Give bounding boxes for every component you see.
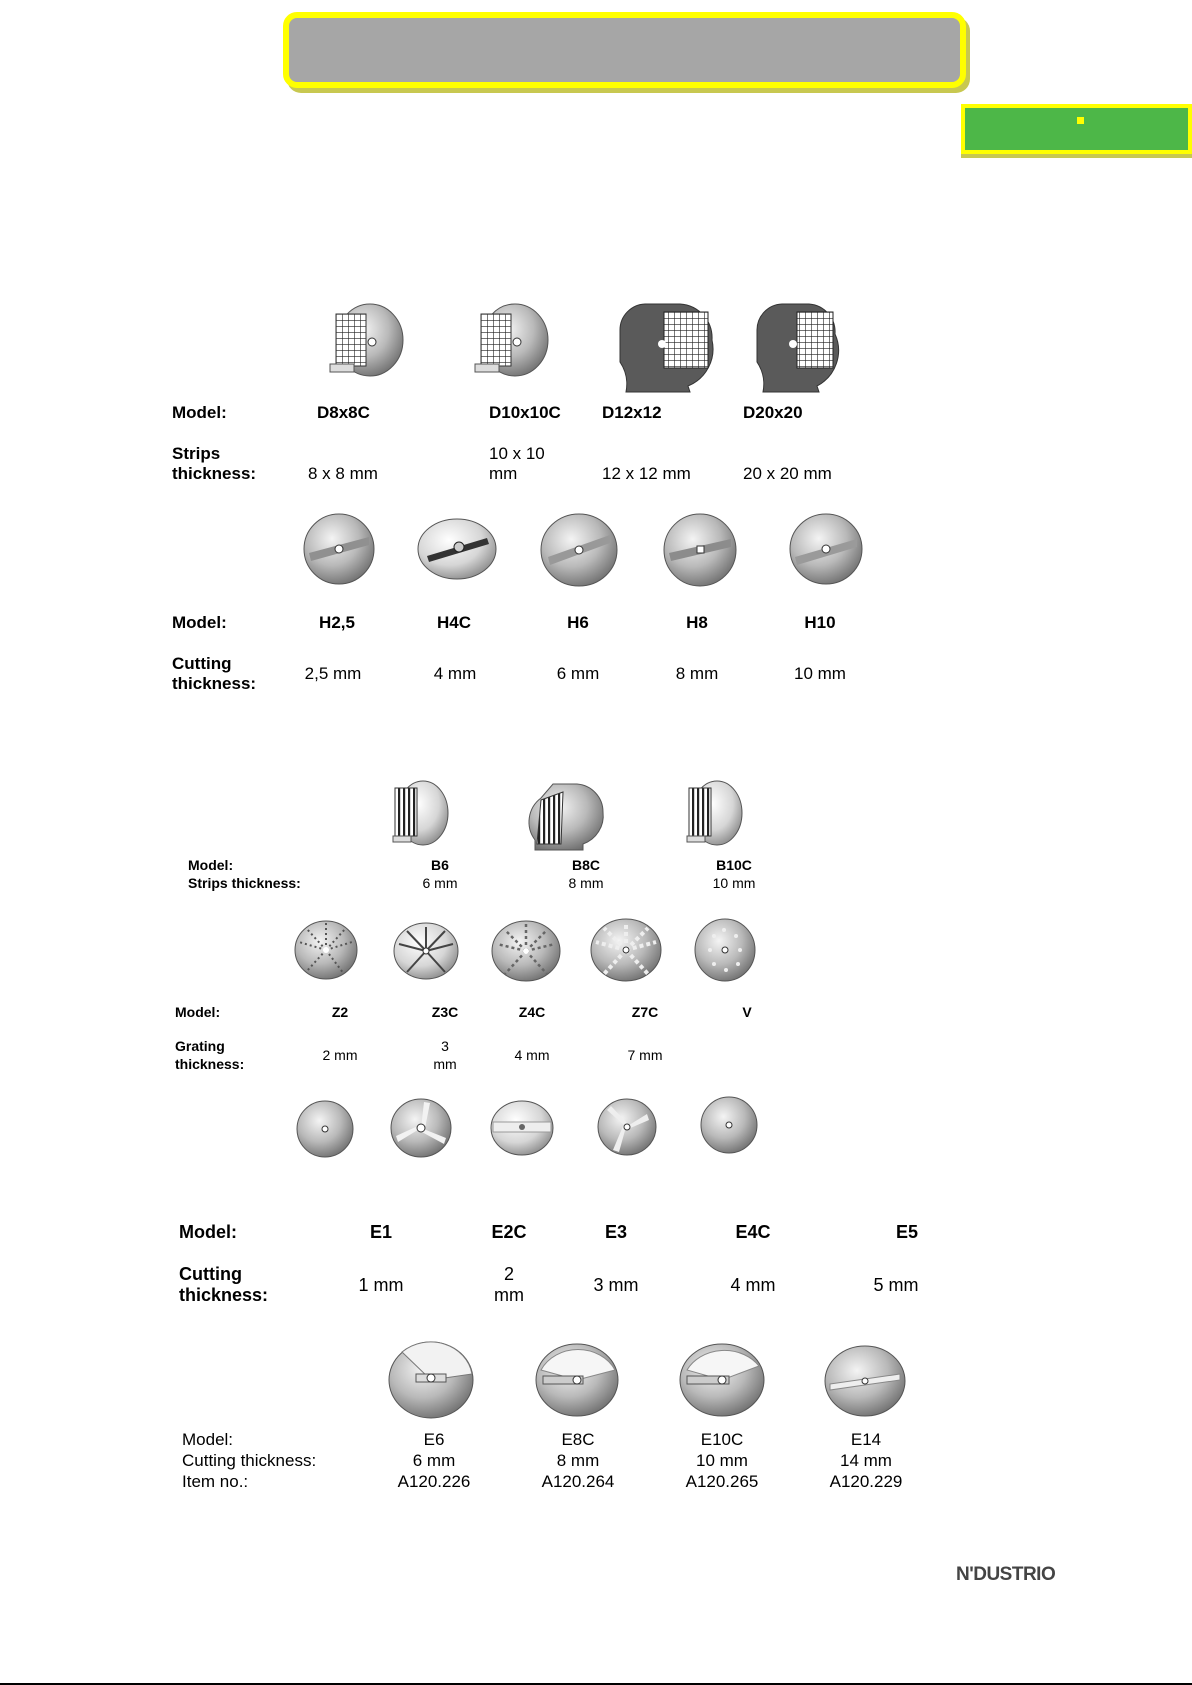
s1-thick-label-2: thickness:	[172, 464, 257, 483]
s4-thick-label-2: thickness:	[175, 1056, 245, 1072]
s1-thick-d8x8c: 8 x 8 mm	[308, 464, 378, 483]
s3-model-b6: B6	[431, 857, 449, 873]
s3-thick-b8c: 8 mm	[568, 875, 604, 891]
s1-model-label: Model:	[172, 403, 227, 422]
s5-model-e4c: E4C	[735, 1222, 771, 1242]
s4-thick-z3c-2: mm	[433, 1056, 457, 1072]
disc-b10c-image	[687, 780, 743, 848]
s2-model-h2-5: H2,5	[319, 613, 355, 632]
s2-model-h6: H6	[567, 613, 589, 632]
s3-thick-b6: 6 mm	[422, 875, 458, 891]
disc-b8c-image	[533, 780, 605, 852]
s6-thick-e10c: 10 mm	[696, 1451, 748, 1470]
disc-h10-image	[789, 513, 863, 585]
s6-item-e10c: A120.265	[685, 1472, 759, 1491]
s3-model-b8c: B8C	[571, 857, 601, 873]
s6-model-e8c: E8C	[561, 1430, 595, 1449]
disc-e1-image	[296, 1100, 354, 1158]
disc-e4c-image	[597, 1098, 657, 1156]
s6-item-e8c: A120.264	[541, 1472, 615, 1491]
disc-h2-5-image	[303, 513, 375, 585]
s2-thick-h2-5: 2,5 mm	[304, 664, 362, 683]
disc-z4c-image	[491, 920, 561, 982]
s1-model-d20x20: D20x20	[743, 403, 803, 422]
s6-item-e14: A120.229	[829, 1472, 903, 1491]
s1-model-d8x8c: D8x8C	[317, 403, 370, 422]
s3-model-label: Model:	[188, 857, 234, 873]
disc-h8-image	[663, 513, 737, 587]
s5-model-e1: E1	[369, 1222, 393, 1242]
s1-model-d12x12: D12x12	[602, 403, 662, 422]
s6-thick-e8c: 8 mm	[556, 1451, 600, 1470]
s5-model-e3: E3	[604, 1222, 628, 1242]
s4-model-z2: Z2	[331, 1004, 349, 1020]
s4-thick-z7c: 7 mm	[627, 1047, 663, 1063]
s6-item-label: Item no.:	[182, 1472, 249, 1491]
s1-thick-d10x10c-2: mm	[489, 464, 518, 483]
disc-e3-image	[490, 1100, 554, 1156]
s4-model-z7c: Z7C	[631, 1004, 659, 1020]
disc-v-image	[694, 918, 756, 982]
s6-model-e6: E6	[423, 1430, 445, 1449]
s2-thick-h10: 10 mm	[794, 664, 846, 683]
s2-thick-h4c: 4 mm	[433, 664, 477, 683]
disc-e14-image	[824, 1344, 906, 1418]
disc-z7c-image	[590, 918, 662, 982]
s2-model-h8: H8	[686, 613, 708, 632]
s4-thick-label-1: Grating	[175, 1038, 225, 1054]
s1-thick-d12x12: 12 x 12 mm	[602, 464, 691, 483]
s3-thick-label: Strips thickness:	[188, 875, 301, 891]
s2-thick-h6: 6 mm	[556, 664, 600, 683]
s1-thick-d20x20: 20 x 20 mm	[743, 464, 832, 483]
s5-thick-e4c: 4 mm	[730, 1275, 776, 1295]
disc-e2c-image	[390, 1098, 452, 1158]
s6-thick-e14: 14 mm	[840, 1451, 892, 1470]
s1-thick-d10x10c-1: 10 x 10	[489, 444, 545, 463]
s1-thick-label-1: Strips	[172, 444, 221, 463]
s2-model-h10: H10	[804, 613, 836, 632]
disc-d8x8c-image	[330, 302, 405, 382]
s2-model-label: Model:	[172, 613, 227, 632]
s2-thick-label-2: thickness:	[172, 674, 257, 693]
disc-z3c-image	[393, 922, 459, 980]
s5-thick-label-2: thickness:	[179, 1285, 269, 1305]
s5-model-label: Model:	[179, 1222, 237, 1242]
s6-thick-e6: 6 mm	[412, 1451, 456, 1470]
disc-d12x12-image	[620, 300, 715, 392]
disc-z2-image	[294, 920, 358, 980]
disc-e5-image	[700, 1096, 758, 1154]
s6-thick-label: Cutting thickness:	[182, 1451, 317, 1470]
s5-thick-e1: 1 mm	[358, 1275, 404, 1295]
s5-thick-e2c-2: mm	[494, 1285, 524, 1305]
s5-thick-e2c-1: 2	[503, 1264, 515, 1284]
s6-item-e6: A120.226	[397, 1472, 471, 1491]
s6-model-e10c: E10C	[700, 1430, 744, 1449]
disc-e8c-image	[535, 1342, 619, 1418]
s4-model-z4c: Z4C	[518, 1004, 546, 1020]
tab-marker	[1077, 117, 1084, 124]
s3-thick-b10c: 10 mm	[712, 875, 756, 891]
s3-model-b10c: B10C	[716, 857, 752, 873]
s6-model-e14: E14	[850, 1430, 882, 1449]
s5-model-e5: E5	[895, 1222, 919, 1242]
disc-e6-image	[388, 1340, 474, 1420]
s5-model-e2c: E2C	[491, 1222, 527, 1242]
s6-model-label: Model:	[182, 1430, 234, 1449]
s1-model-d10x10c: D10x10C	[489, 403, 561, 422]
s4-model-label: Model:	[175, 1004, 221, 1020]
brand-logo: N'DUSTRIO	[956, 1564, 1056, 1585]
s2-thick-h8: 8 mm	[675, 664, 719, 683]
disc-d20x20-image	[757, 300, 837, 392]
section-tab	[961, 104, 1192, 154]
s5-thick-e3: 3 mm	[593, 1275, 639, 1295]
s2-model-h4c: H4C	[436, 613, 472, 632]
s2-thick-label-1: Cutting	[172, 654, 232, 673]
disc-d10x10c-image	[475, 302, 550, 382]
s4-model-z3c: Z3C	[431, 1004, 459, 1020]
s5-thick-e5: 5 mm	[873, 1275, 919, 1295]
s5-thick-label-1: Cutting	[179, 1264, 242, 1284]
disc-b6-image	[393, 780, 449, 848]
disc-e10c-image	[679, 1340, 765, 1418]
s4-thick-z3c-1: 3	[441, 1038, 449, 1054]
s4-thick-z4c: 4 mm	[514, 1047, 550, 1063]
header-banner	[283, 12, 966, 88]
disc-h6-image	[540, 513, 618, 587]
disc-h4c-image	[417, 518, 497, 580]
s4-model-v: V	[742, 1004, 752, 1020]
s4-thick-z2: 2 mm	[322, 1047, 358, 1063]
